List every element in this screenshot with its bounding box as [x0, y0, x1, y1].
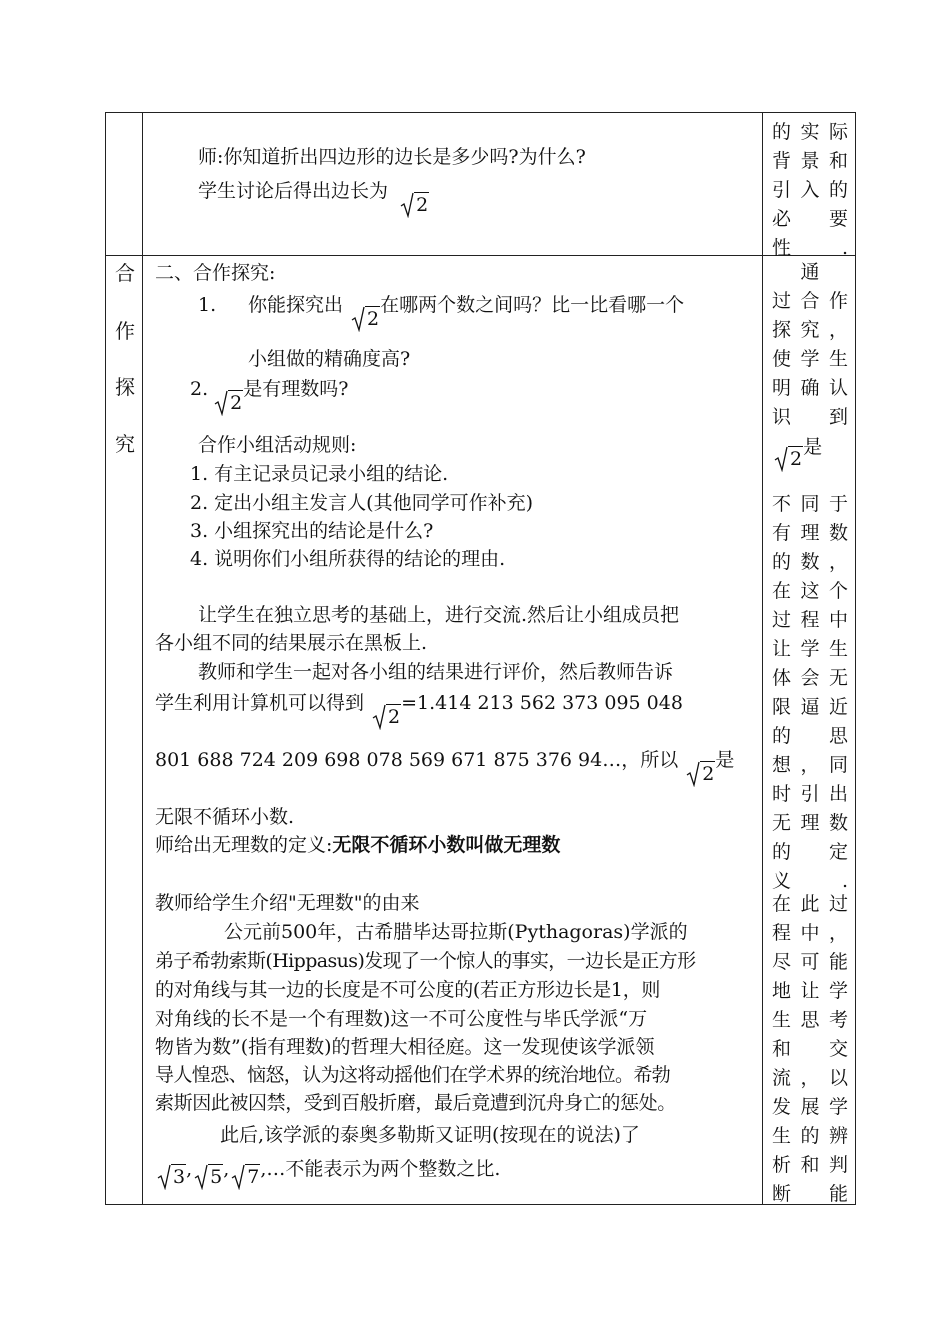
- para2-line3: [155, 749, 735, 785]
- sqrt5-radical: [194, 1166, 223, 1188]
- history-line: 对角线的长不是一个有理数)这一不可公度性与毕氏学派“万: [155, 1008, 648, 1030]
- side-line: 时 引 出: [772, 783, 848, 805]
- section-label-char: 合: [115, 261, 135, 285]
- side-line: 的 思: [772, 725, 848, 747]
- history-line: 弟子希勃索斯(Hippasus)发现了一个惊人的事实，一边长是正方形: [155, 950, 696, 972]
- side-line: 性 .: [772, 237, 848, 259]
- section-heading: 二、合作探究:: [155, 262, 276, 284]
- para1-line2: 各小组不同的结果展示在黑板上.: [155, 632, 428, 654]
- sqrt3-radical: [157, 1166, 186, 1188]
- side-line: 地 让 学: [772, 980, 848, 1002]
- history-line: 公元前500年，古希腊毕达哥拉斯(Pythagoras)学派的: [224, 921, 688, 943]
- side-line: 发 展 学: [772, 1096, 848, 1118]
- side-line: 生 的 辨: [772, 1125, 848, 1147]
- row1-side-note: [772, 118, 848, 263]
- side-line: 流 ， 以: [772, 1067, 848, 1089]
- section-label-char: 探: [115, 375, 135, 399]
- side-line: 使 学 生: [772, 348, 848, 370]
- definition-lead: 师给出无理数的定义:: [155, 834, 333, 856]
- side-line: 过 合 作: [772, 290, 848, 312]
- q2-text: 是有理数吗?: [243, 378, 349, 400]
- row2-side-note-c: [772, 490, 848, 896]
- para2-line4: 无限不循环小数.: [155, 806, 295, 828]
- side-line: 让 学 生: [772, 638, 848, 660]
- side-line: 程 中 ，: [772, 922, 848, 944]
- definition-line: [155, 834, 560, 856]
- side-line: 限 逼 近: [772, 696, 848, 718]
- sqrt2-decimal-cont: 801 688 724 209 698 078 569 671 875 376 94…，所以: [155, 749, 679, 771]
- row2-side-sqrt: [772, 436, 823, 470]
- side-line: 在 此 过: [772, 893, 848, 915]
- side-line: 在 这 个: [772, 580, 848, 602]
- row1-line1: 师:你知道折出四边形的边长是多少吗?为什么?: [198, 146, 586, 168]
- side-line: 有 理 数: [772, 522, 848, 544]
- side-line: 引 入 的: [772, 179, 848, 201]
- side-line: 无 理 数: [772, 812, 848, 834]
- side-line: 尽 可 能: [772, 951, 848, 973]
- para2-text: 学生利用计算机可以得到: [155, 692, 365, 714]
- side-line: 通: [800, 261, 820, 283]
- q1-text: [248, 294, 685, 330]
- side-line: 义 .: [772, 870, 848, 892]
- history-line: 索斯因此被囚禁，受到百般折磨，最后竟遭到沉舟身亡的惩处。: [155, 1092, 676, 1114]
- q1-number: 1.: [198, 294, 217, 316]
- sqrt2-radical: [400, 194, 429, 216]
- history-line: 物皆为数”(指有理数)的哲理大相径庭。这一发现使该学派领: [155, 1036, 655, 1058]
- side-tail: 是: [803, 436, 823, 458]
- history-roots-line: 3, 5, 7,…不能表示为两个整数之比.: [155, 1158, 500, 1180]
- side-line: 探 究 ，: [772, 319, 848, 341]
- side-line: 的 实 际: [772, 121, 848, 143]
- table-divider: [142, 113, 143, 1204]
- radicand: 7: [247, 1166, 260, 1188]
- sqrt2-radical: [214, 392, 243, 414]
- table-divider: [106, 255, 855, 256]
- table-divider: [762, 113, 763, 1204]
- para2-line1: 教师和学生一起对各小组的结果进行评价，然后教师告诉: [198, 661, 674, 683]
- radicand: 3: [173, 1166, 186, 1188]
- history-line: 导人惶恐、恼怒，认为这将动摇他们在学术界的统治地位。希勃: [155, 1064, 671, 1086]
- side-line: 不 同 于: [772, 493, 848, 515]
- section-label-char: 究: [115, 432, 135, 456]
- para2-line2: [155, 692, 683, 728]
- side-line: 想 ， 同: [772, 754, 848, 776]
- radicand: 2: [367, 308, 380, 330]
- rule-item: 1. 有主记录员记录小组的结论.: [190, 463, 449, 485]
- history-line: 此后,该学派的泰奥多勒斯又证明(按现在的说法)了: [220, 1124, 640, 1146]
- side-line: 的 数 ，: [772, 551, 848, 573]
- radicand: 2: [230, 392, 243, 414]
- para1-line1: 让学生在独立思考的基础上，进行交流.然后让小组成员把: [198, 604, 680, 626]
- radicand: 2: [790, 448, 803, 470]
- sqrt2-radical: [372, 706, 401, 728]
- sqrt2-radical: [351, 308, 380, 330]
- radicand: 2: [702, 763, 715, 785]
- rules-title: 合作小组活动规则:: [198, 434, 357, 456]
- side-line: 析 和 判: [772, 1154, 848, 1176]
- definition-text: 无限不循环小数叫做无理数: [332, 834, 561, 856]
- side-line: 必 要: [772, 208, 848, 230]
- q1-text-b: 在哪两个数之间吗？比一比看哪一个: [380, 294, 685, 316]
- row2-side-note-d: [772, 890, 848, 1209]
- side-line: 和 交: [772, 1038, 848, 1060]
- sqrt2-radical: [686, 763, 715, 785]
- row1-line2: [198, 180, 429, 216]
- history-line: 的对角线与其一边的长度是不可公度的(若正方形边长是1，则: [155, 979, 661, 1001]
- side-line: 识 到: [772, 406, 848, 428]
- sqrt2-decimal: =1.414 213 562 373 095 048: [401, 692, 683, 714]
- row1-line2-text: 学生讨论后得出边长为: [198, 180, 389, 202]
- side-line: 断 能: [772, 1183, 848, 1205]
- rule-item: 3. 小组探究出的结论是什么?: [190, 520, 434, 542]
- side-line: 过 程 中: [772, 609, 848, 631]
- radicand: 2: [388, 706, 401, 728]
- sqrt2-radical: [774, 448, 803, 470]
- sqrt7-radical: [231, 1166, 260, 1188]
- q2-number: 2.: [190, 378, 209, 400]
- q1-text-a: 你能探究出: [248, 294, 344, 316]
- row2-side-note-a: [772, 258, 848, 432]
- para2-tail: 是: [715, 749, 735, 771]
- side-line: 背 景 和: [772, 150, 848, 172]
- rule-item: 2. 定出小组主发言人(其他同学可作补充): [190, 492, 533, 514]
- rule-item: 4. 说明你们小组所获得的结论的理由.: [190, 548, 506, 570]
- side-line: 体 会 无: [772, 667, 848, 689]
- q1-text-c: 小组做的精确度高?: [248, 348, 411, 370]
- side-line: 明 确 认: [772, 377, 848, 399]
- side-line: 生 思 考: [772, 1009, 848, 1031]
- radicand: 5: [210, 1166, 223, 1188]
- side-line: 的 定: [772, 841, 848, 863]
- radicand: 2: [416, 194, 429, 216]
- history-last-tail: …不能表示为两个整数之比.: [266, 1158, 501, 1180]
- section-label-char: 作: [115, 319, 135, 343]
- q2: [190, 378, 349, 414]
- history-title: 教师给学生介绍"无理数"的由来: [155, 892, 420, 914]
